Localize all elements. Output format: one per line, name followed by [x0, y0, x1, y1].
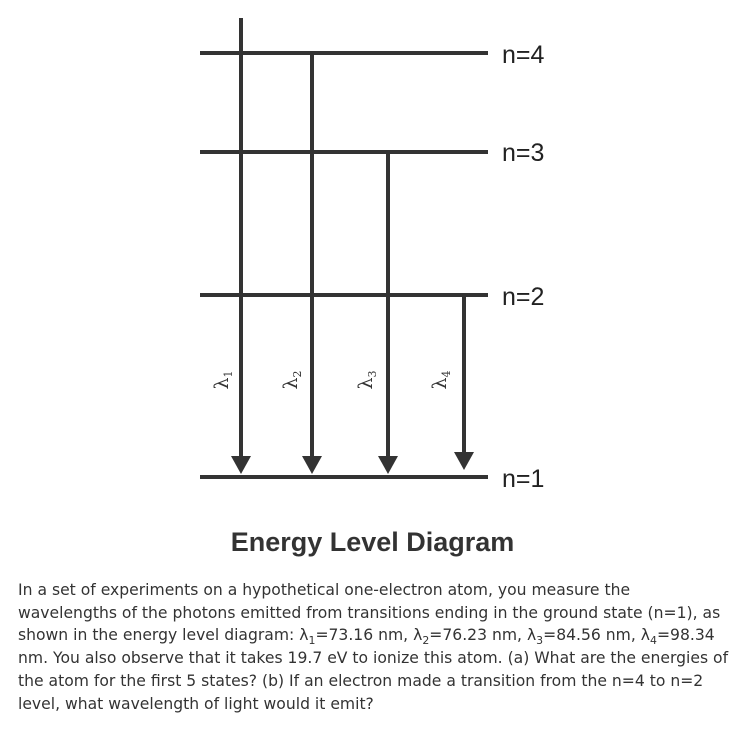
transition-arrow-1: [231, 18, 251, 474]
transition-label-2: $\lambda_2$: [280, 370, 304, 390]
diagram-title: Energy Level Diagram: [230, 527, 515, 557]
problem-text: In a set of experiments on a hypothetical one-electron atom, you measure the wavelengths of the photons emitted from transitions ending in the ground state (n=1), as shown in the energy level diagram: $\lambda_1=73.16$ nm, $\lambda_2=76.23$ nm, $\lambda_3=84.56$ nm, $\lambda_4=98.34$ nm. You also observe that it takes 19.7 eV to ionize this atom. (a) What are the energies of the atom for the first 5 states? (b) If an electron made a transition from the n=4 to n=2 level, what wavelength of light would it emit?: [18, 581, 729, 713]
transition-arrow-2: [302, 51, 322, 474]
transition-label-1: $\lambda_1$: [211, 370, 235, 390]
level-label-n4: n=4: [502, 41, 545, 69]
transition-arrow-4: [454, 293, 474, 470]
level-label-n1: n=1: [502, 465, 545, 493]
problem-statement: [18, 579, 733, 715]
transition-label-4: $\lambda_4$: [429, 370, 453, 390]
transition-label-3: $\lambda_3$: [355, 370, 379, 390]
transition-arrow-3: [378, 150, 398, 474]
level-label-n3: n=3: [502, 139, 545, 167]
level-label-n2: n=2: [502, 283, 545, 311]
